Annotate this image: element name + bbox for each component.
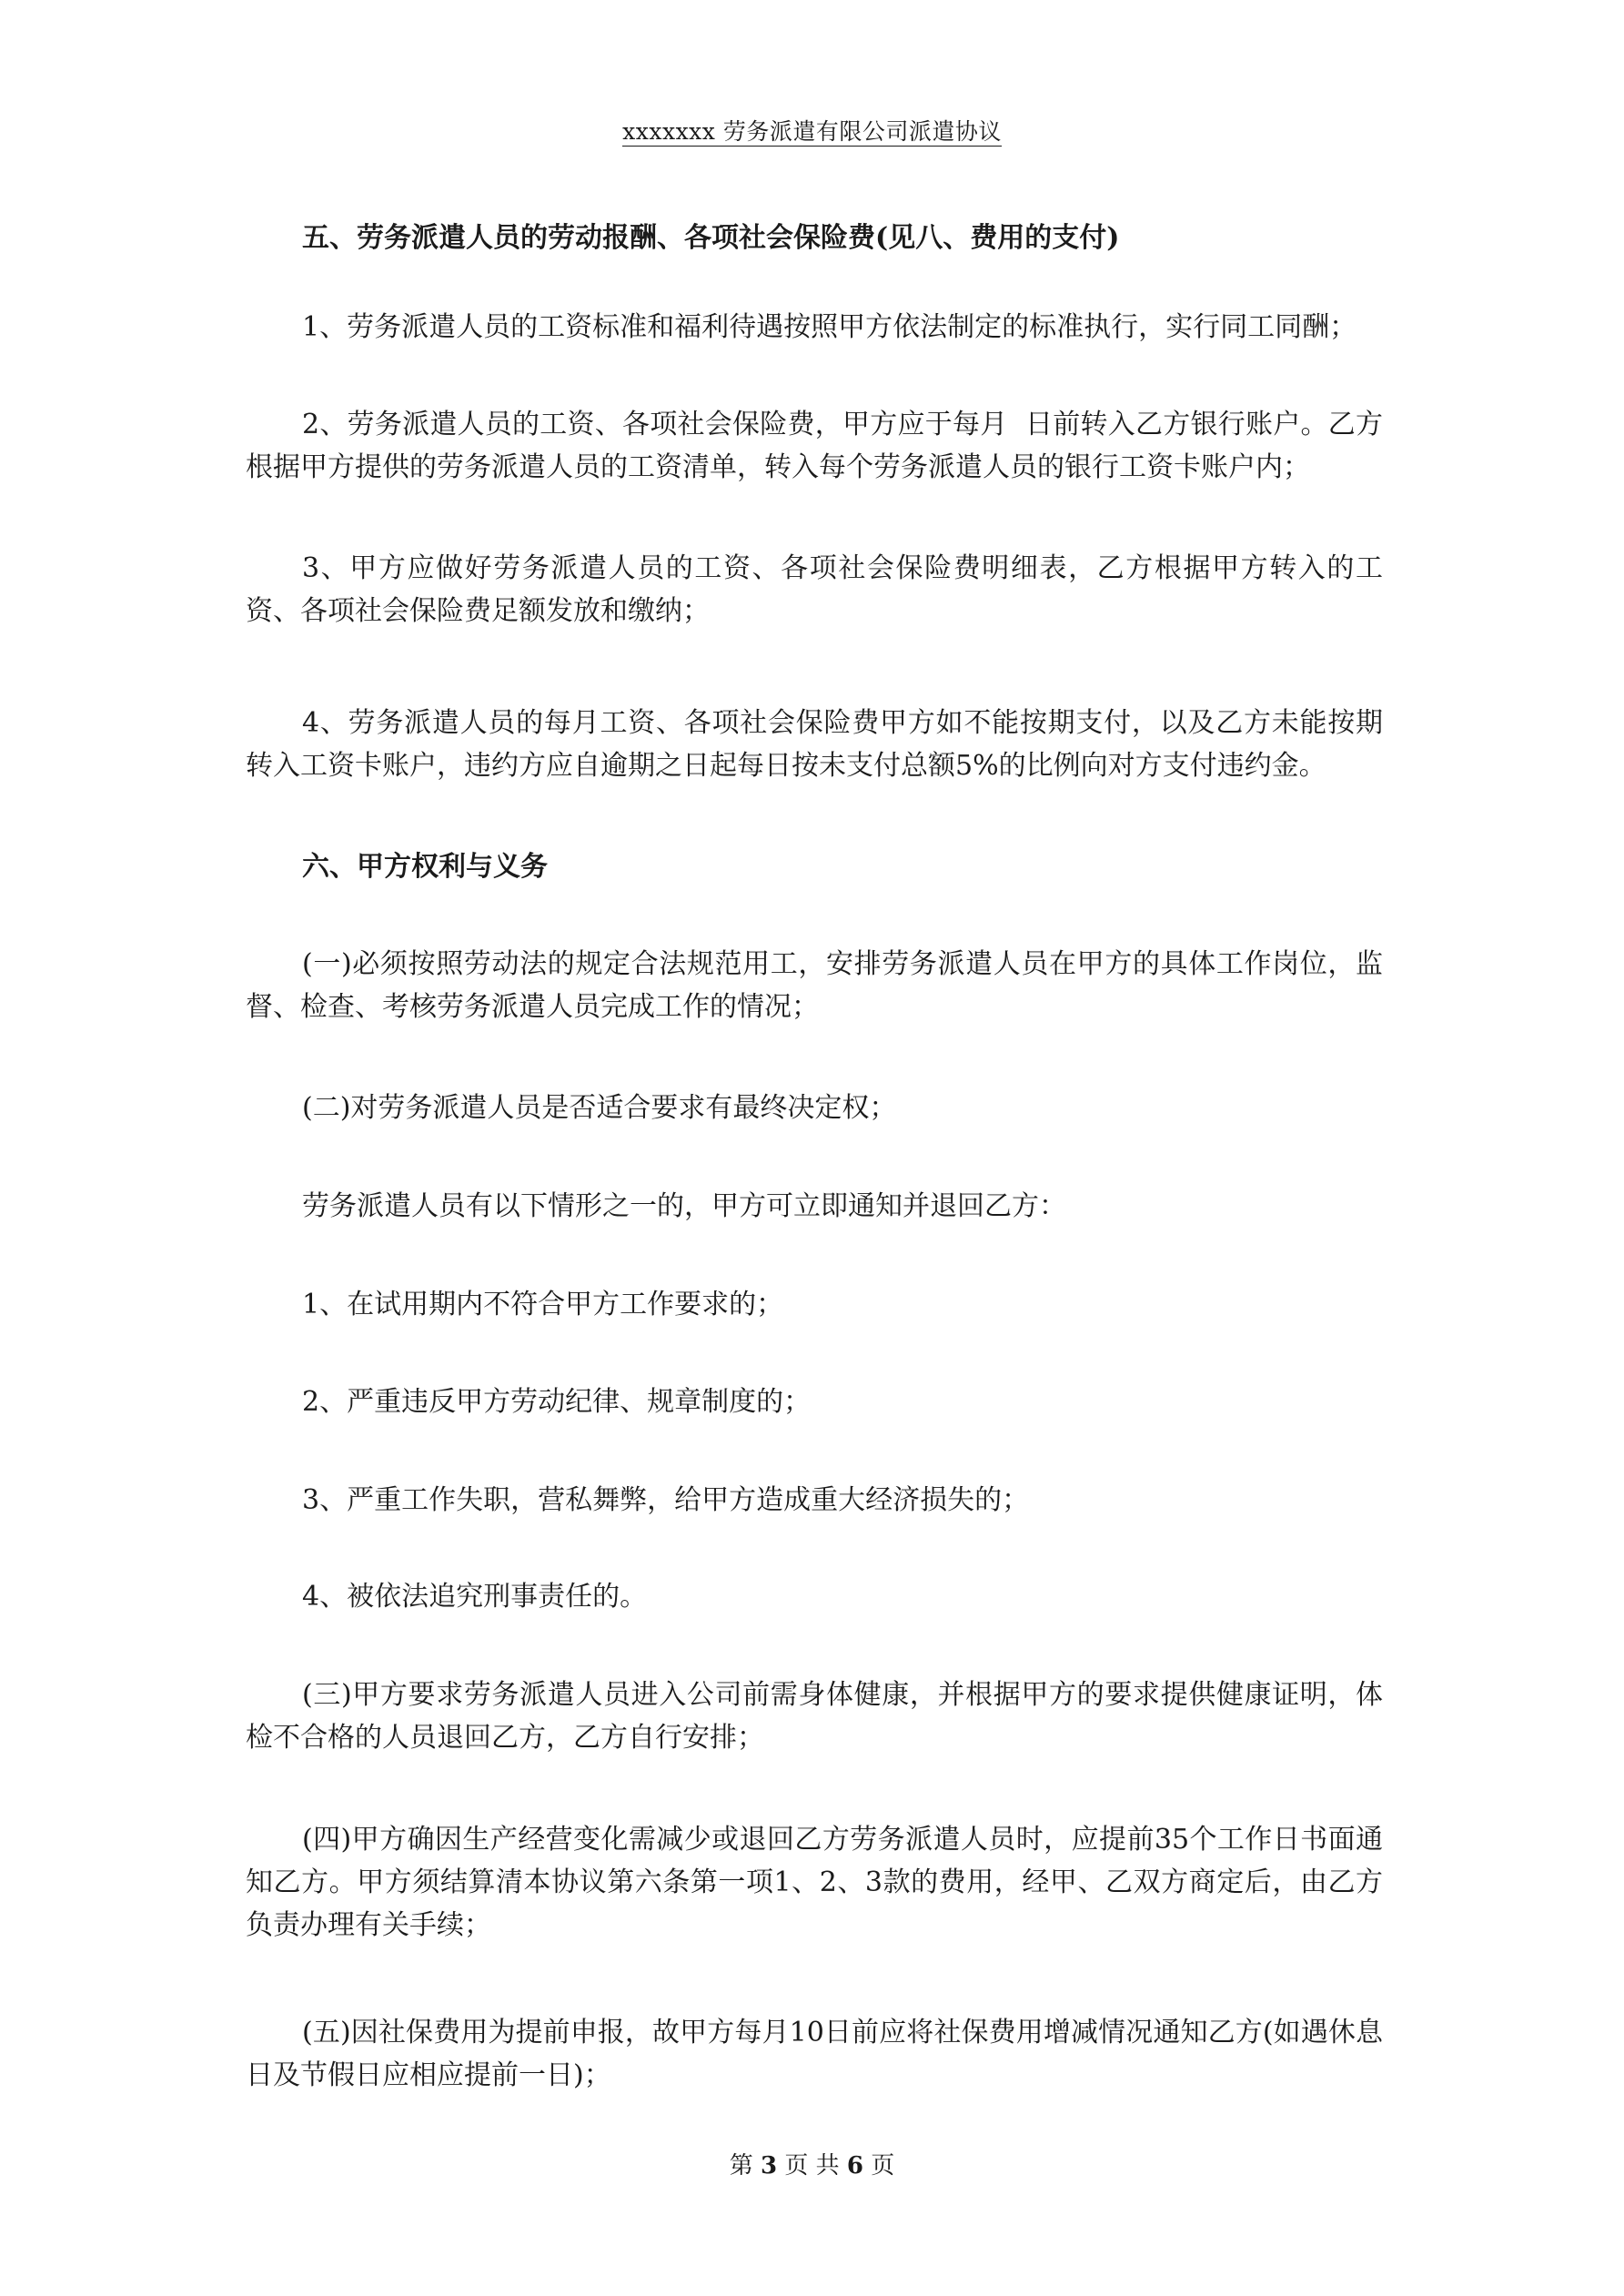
total-pages-number: 6 bbox=[846, 2152, 863, 2180]
header-title: xxxxxxx 劳务派遣有限公司派遣协议 bbox=[622, 118, 1002, 145]
section-6-clause-4: (四)甲方确因生产经营变化需减少或退回乙方劳务派遣人员时，应提前35个工作日书面通知乙方。甲方须结算清本协议第六条第一项1、2、3款的费用，经甲、乙双方商定后，由乙方负责办理有关手续； bbox=[246, 1824, 1383, 1941]
section-6-case-3: 3、严重工作失职，营私舞弊，给甲方造成重大经济损失的； bbox=[302, 1484, 1030, 1516]
section-5-item-4: 4、劳务派遣人员的每月工资、各项社会保险费甲方如不能按期支付，以及乙方未能按期转入工资卡账户，违约方应自逾期之日起每日按未支付总额5%的比例向对方支付违约金。 bbox=[246, 707, 1383, 782]
section-5-item-1: 1、劳务派遣人员的工资标准和福利待遇按照甲方依法制定的标准执行，实行同工同酬； bbox=[302, 311, 1357, 343]
section-6-intro: 劳务派遣人员有以下情形之一的，甲方可立即通知并退回乙方： bbox=[302, 1190, 1066, 1222]
footer-middle: 页 共 bbox=[784, 2152, 840, 2180]
section-6-clause-5: (五)因社保费用为提前申报，故甲方每月10日前应将社保费用增减情况通知乙方(如遇休息日及节假日应相应提前一日)； bbox=[246, 2017, 1383, 2091]
section-5-item-3: 3、甲方应做好劳务派遣人员的工资、各项社会保险费明细表，乙方根据甲方转入的工资、各项社会保险费足额发放和缴纳； bbox=[246, 552, 1383, 627]
page-footer bbox=[0, 2151, 1624, 2180]
section-5-heading: 五、劳务派遣人员的劳动报酬、各项社会保险费(见八、费用的支付) bbox=[302, 222, 1120, 254]
section-6-clause-1: (一)必须按照劳动法的规定合法规范用工，安排劳务派遣人员在甲方的具体工作岗位，监督、检查、考核劳务派遣人员完成工作的情况； bbox=[246, 948, 1383, 1023]
section-5-item-2: 2、劳务派遣人员的工资、各项社会保险费，甲方应于每月 日前转入乙方银行账户。乙方根据甲方提供的劳务派遣人员的工资清单，转入每个劳务派遣人员的银行工资卡账户内； bbox=[246, 409, 1383, 483]
section-6-case-2: 2、严重违反甲方劳动纪律、规章制度的； bbox=[302, 1386, 812, 1418]
section-6-heading: 六、甲方权利与义务 bbox=[302, 851, 548, 883]
section-6-clause-3: (三)甲方要求劳务派遣人员进入公司前需身体健康，并根据甲方的要求提供健康证明，体检不合格的人员退回乙方，乙方自行安排； bbox=[246, 1679, 1383, 1754]
footer-prefix: 第 bbox=[729, 2152, 753, 2180]
section-6-case-1: 1、在试用期内不符合甲方工作要求的； bbox=[302, 1289, 784, 1320]
document-header bbox=[0, 118, 1624, 146]
section-6-clause-2: (二)对劳务派遣人员是否适合要求有最终决定权； bbox=[302, 1092, 897, 1124]
footer-suffix: 页 bbox=[871, 2152, 895, 2180]
current-page-number: 3 bbox=[761, 2152, 778, 2180]
section-6-case-4: 4、被依法追究刑事责任的。 bbox=[302, 1581, 648, 1613]
